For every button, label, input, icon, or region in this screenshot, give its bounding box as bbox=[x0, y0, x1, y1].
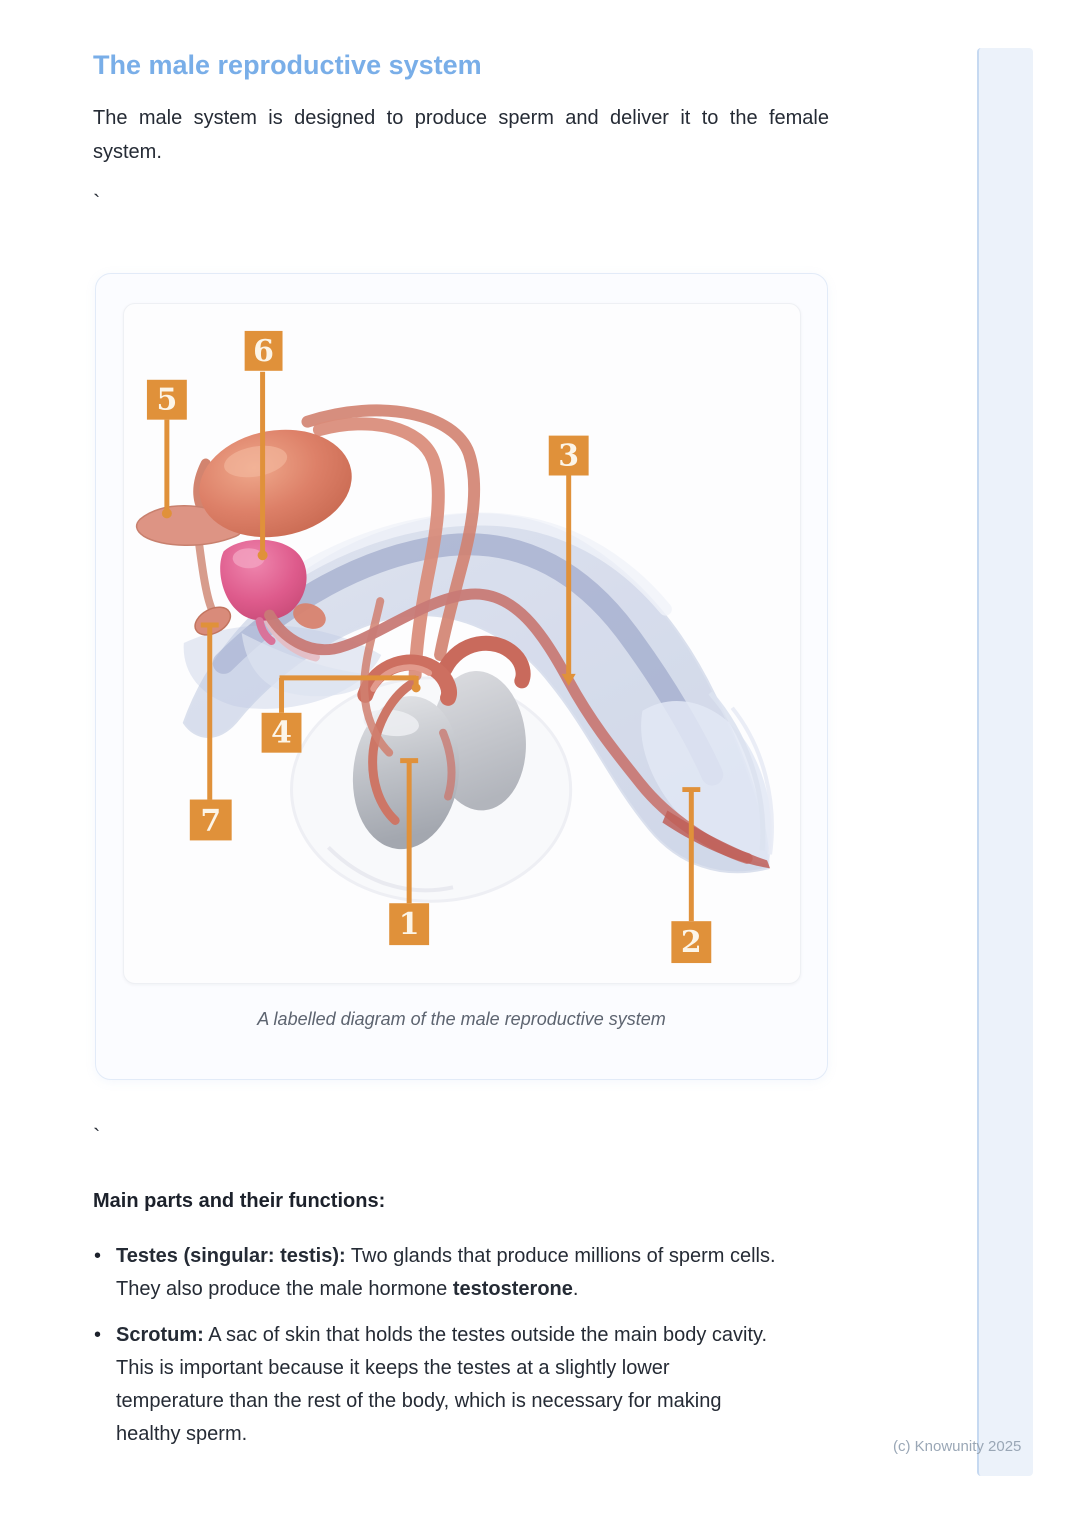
testes-line2-period: . bbox=[572, 1278, 579, 1300]
label-number-2: 2 bbox=[680, 925, 702, 961]
testes-line1-text: Two glands that produce millions of sperm cells. bbox=[345, 1245, 776, 1267]
figure-caption: A labelled diagram of the male reproductive system bbox=[257, 1009, 666, 1029]
label-number-1: 1 bbox=[398, 907, 420, 943]
knowunity-watermark: (c) Knowunity 2025 bbox=[893, 1438, 1022, 1455]
scrotum-term: Scrotum: bbox=[116, 1324, 204, 1346]
list-item-testes bbox=[93, 1240, 829, 1306]
male-reproductive-diagram bbox=[124, 304, 800, 983]
label-number-4: 4 bbox=[271, 715, 292, 751]
label-number-6: 6 bbox=[253, 333, 274, 369]
list-item-scrotum bbox=[93, 1319, 829, 1451]
bullet-marker: • bbox=[94, 1324, 102, 1346]
main-parts-list bbox=[93, 1240, 829, 1464]
label-number-5: 5 bbox=[156, 382, 178, 418]
figure-image bbox=[123, 303, 801, 984]
scrotum-line-4: healthy sperm. bbox=[116, 1423, 248, 1445]
page-title: The male reproductive system bbox=[93, 50, 482, 80]
intro-paragraph bbox=[93, 101, 829, 169]
scrotum-line1-text: A sac of skin that holds the testes outside the main body cavity. bbox=[203, 1324, 768, 1346]
testes-term: Testes (singular: testis): bbox=[116, 1245, 346, 1267]
scrotum-line-2: This is important because it keeps the testes at a slightly lower bbox=[116, 1357, 670, 1379]
right-page-edge-bar bbox=[977, 48, 1033, 1476]
intro-line-1: The male system is designed to produce sperm and deliver it to the female bbox=[93, 107, 829, 129]
figure-label-5 bbox=[147, 380, 187, 519]
main-parts-heading: Main parts and their functions: bbox=[93, 1190, 386, 1212]
label-number-7: 7 bbox=[200, 803, 222, 839]
testosterone-bold: testosterone bbox=[452, 1278, 573, 1300]
bullet-marker: • bbox=[94, 1245, 102, 1267]
stray-backtick-top: ` bbox=[93, 190, 101, 215]
bladder-illustration bbox=[137, 418, 361, 549]
scrotum-line-1 bbox=[116, 1319, 829, 1352]
label-number-3: 3 bbox=[558, 438, 580, 474]
scrotum-line-3: temperature than the rest of the body, which is necessary for making bbox=[116, 1390, 722, 1412]
testes-line-1 bbox=[116, 1240, 829, 1273]
testes-line2-text: They also produce the male hormone bbox=[116, 1278, 453, 1300]
intro-line-2: system. bbox=[93, 141, 162, 163]
figure-card bbox=[95, 273, 828, 1080]
testes-line-2 bbox=[116, 1273, 829, 1306]
stray-backtick-bottom: ` bbox=[93, 1124, 101, 1149]
